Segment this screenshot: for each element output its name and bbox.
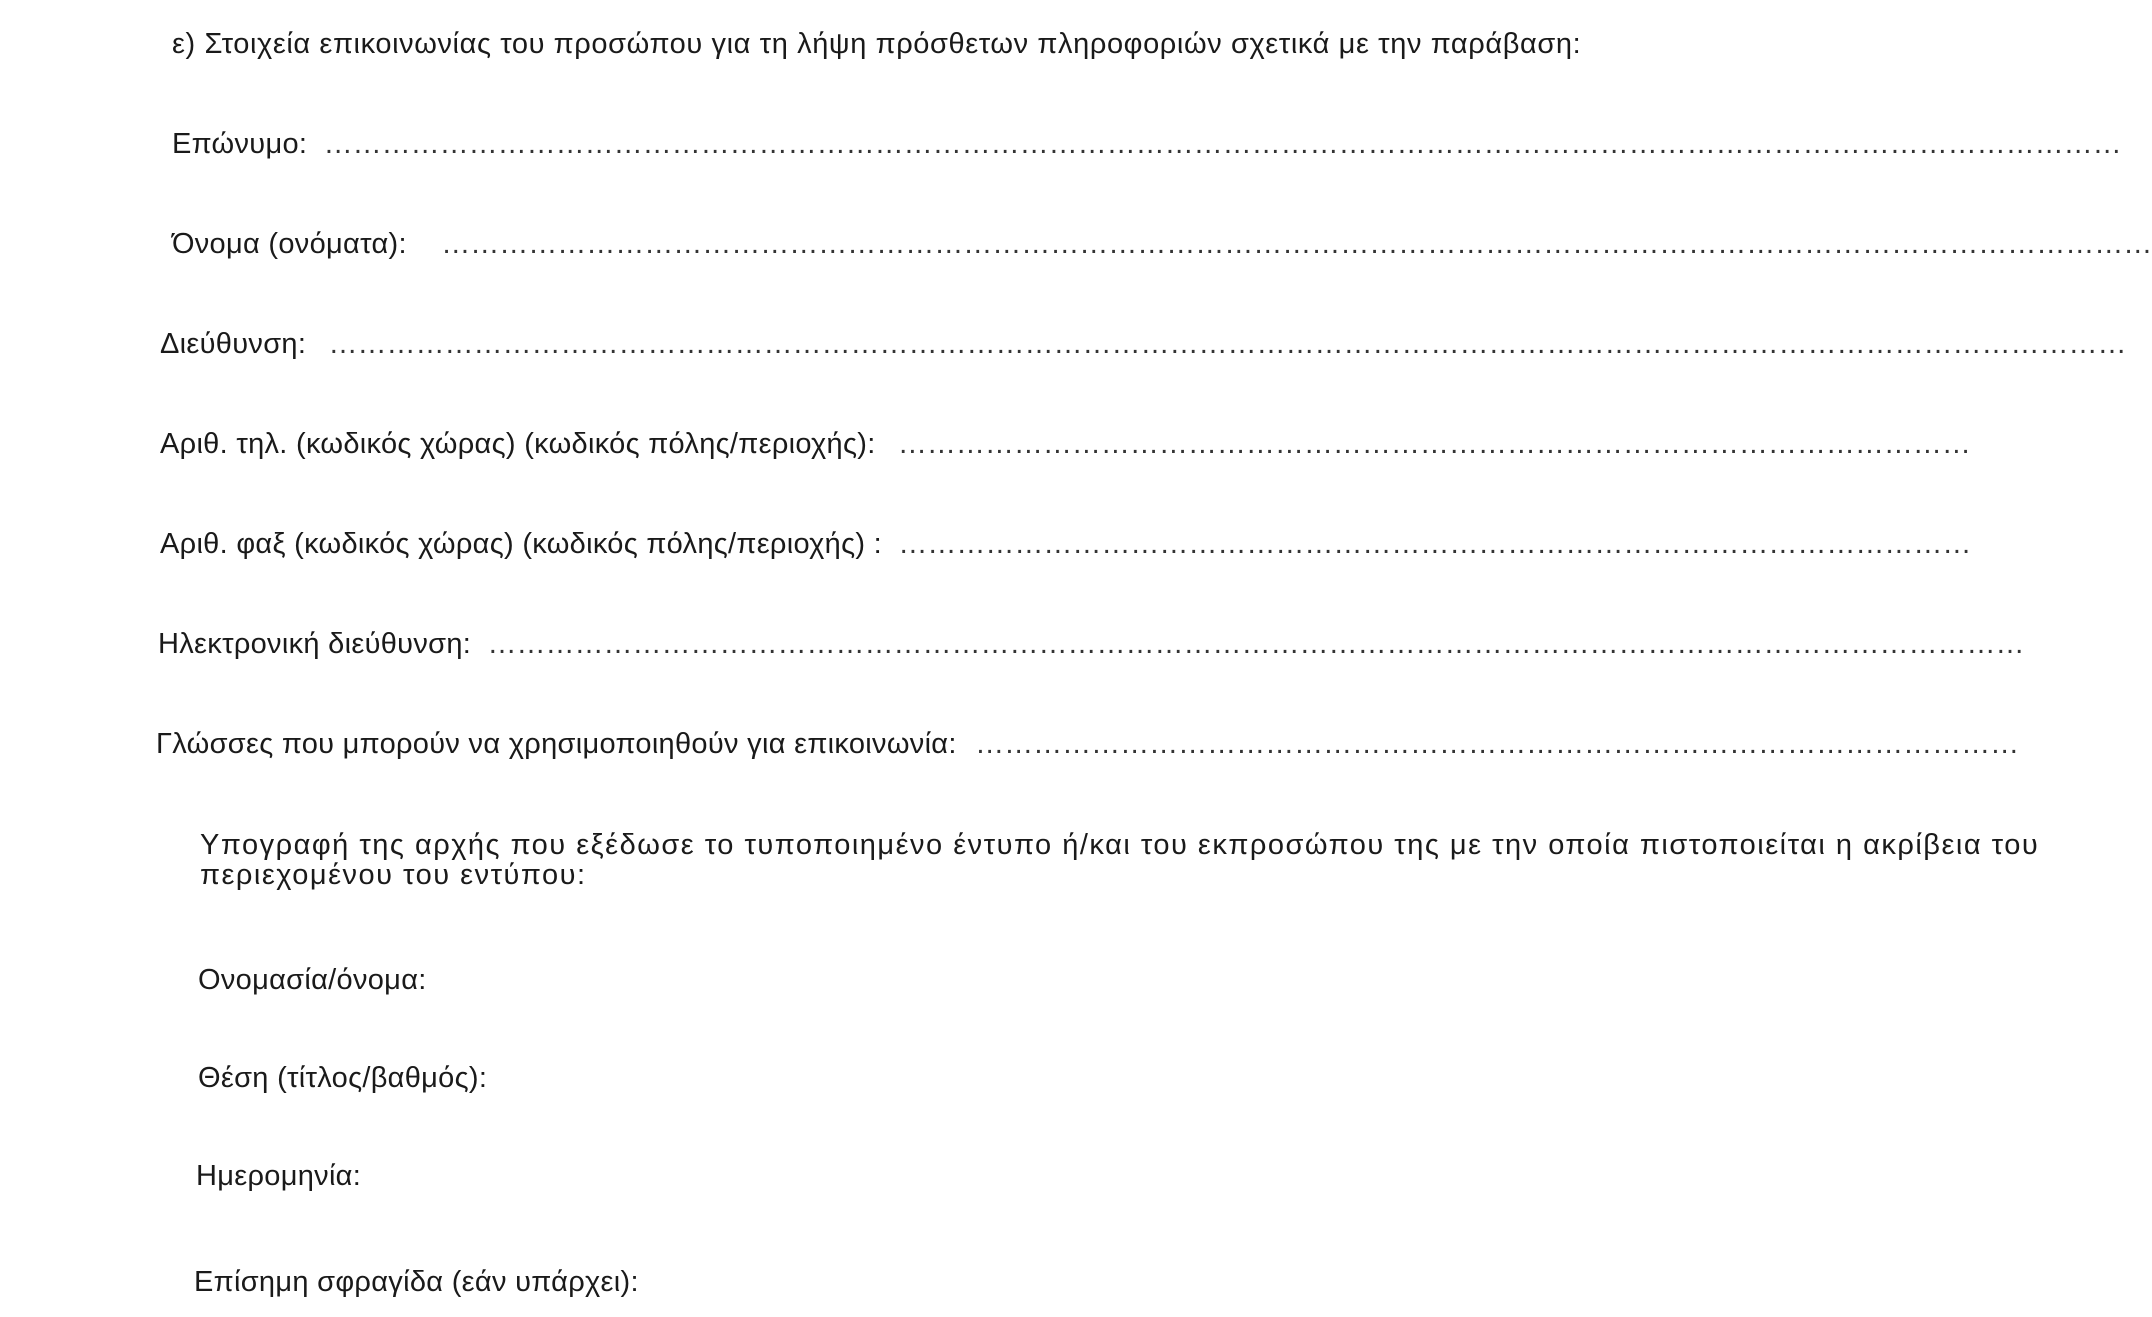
section-heading	[172, 26, 1581, 62]
signature-date-row	[196, 1158, 361, 1194]
field-email[interactable]	[158, 626, 2025, 662]
signature-name-label: Ονομασία/όνομα:	[198, 964, 427, 996]
field-phone[interactable]	[160, 426, 1971, 462]
field-surname[interactable]	[172, 126, 2122, 162]
field-first-names[interactable]	[172, 226, 2152, 262]
signature-date-label: Ημερομηνία:	[196, 1160, 362, 1192]
email-label: Ηλεκτρονική διεύθυνση:	[158, 628, 472, 660]
signature-stamp-row	[194, 1264, 639, 1300]
fax-label: Αριθ. φαξ (κωδικός χώρας) (κωδικός πόλης/περιοχής) :	[160, 528, 883, 560]
signature-name-row	[198, 962, 427, 998]
surname-label: Επώνυμο:	[172, 128, 308, 160]
signature-position-row	[198, 1060, 487, 1096]
field-fax[interactable]	[160, 526, 1972, 562]
signature-stamp-label: Επίσημη σφραγίδα (εάν υπάρχει):	[194, 1266, 639, 1298]
first-names-label: Όνομα (ονόματα):	[172, 228, 407, 260]
field-languages[interactable]	[156, 726, 2020, 762]
section-heading-text: ε) Στοιχεία επικοινωνίας του προσώπου για τη λήψη πρόσθετων πληροφοριών σχετικά με την παράβαση:	[172, 28, 1582, 60]
phone-input[interactable]: …………………………………………………………………………………………………	[897, 428, 1971, 460]
email-input[interactable]: ……………………………………………………………………………………………………………………………………………	[487, 628, 2025, 660]
field-address[interactable]	[160, 326, 2127, 362]
address-input[interactable]: ……………………………………………………………………………………………………………………………………………………………………	[328, 328, 2127, 360]
fax-input[interactable]: …………………………………………………………………………………………………	[898, 528, 1972, 560]
languages-label: Γλώσσες που μπορούν να χρησιμοποιηθούν για επικοινωνία:	[156, 728, 957, 760]
signature-intro-text: Υπογραφή της αρχής που εξέδωσε το τυποποιημένο έντυπο ή/και του εκπροσώπου της με την οποία πιστοποιείται η ακρίβεια του περιεχομένου του εντύπου:	[200, 829, 2040, 891]
first-names-input[interactable]: ……………………………………………………………………………………………………………………………………………………………	[441, 228, 2152, 260]
languages-input[interactable]: ………………………………………………………………………………………………	[975, 728, 2020, 760]
address-label: Διεύθυνση:	[160, 328, 307, 360]
signature-position-label: Θέση (τίτλος/βαθμός):	[198, 1062, 488, 1094]
surname-input[interactable]: ……………………………………………………………………………………………………………………………………………………………………	[323, 128, 2122, 160]
signature-intro	[200, 830, 2070, 890]
phone-label: Αριθ. τηλ. (κωδικός χώρας) (κωδικός πόλης/περιοχής):	[160, 428, 876, 460]
